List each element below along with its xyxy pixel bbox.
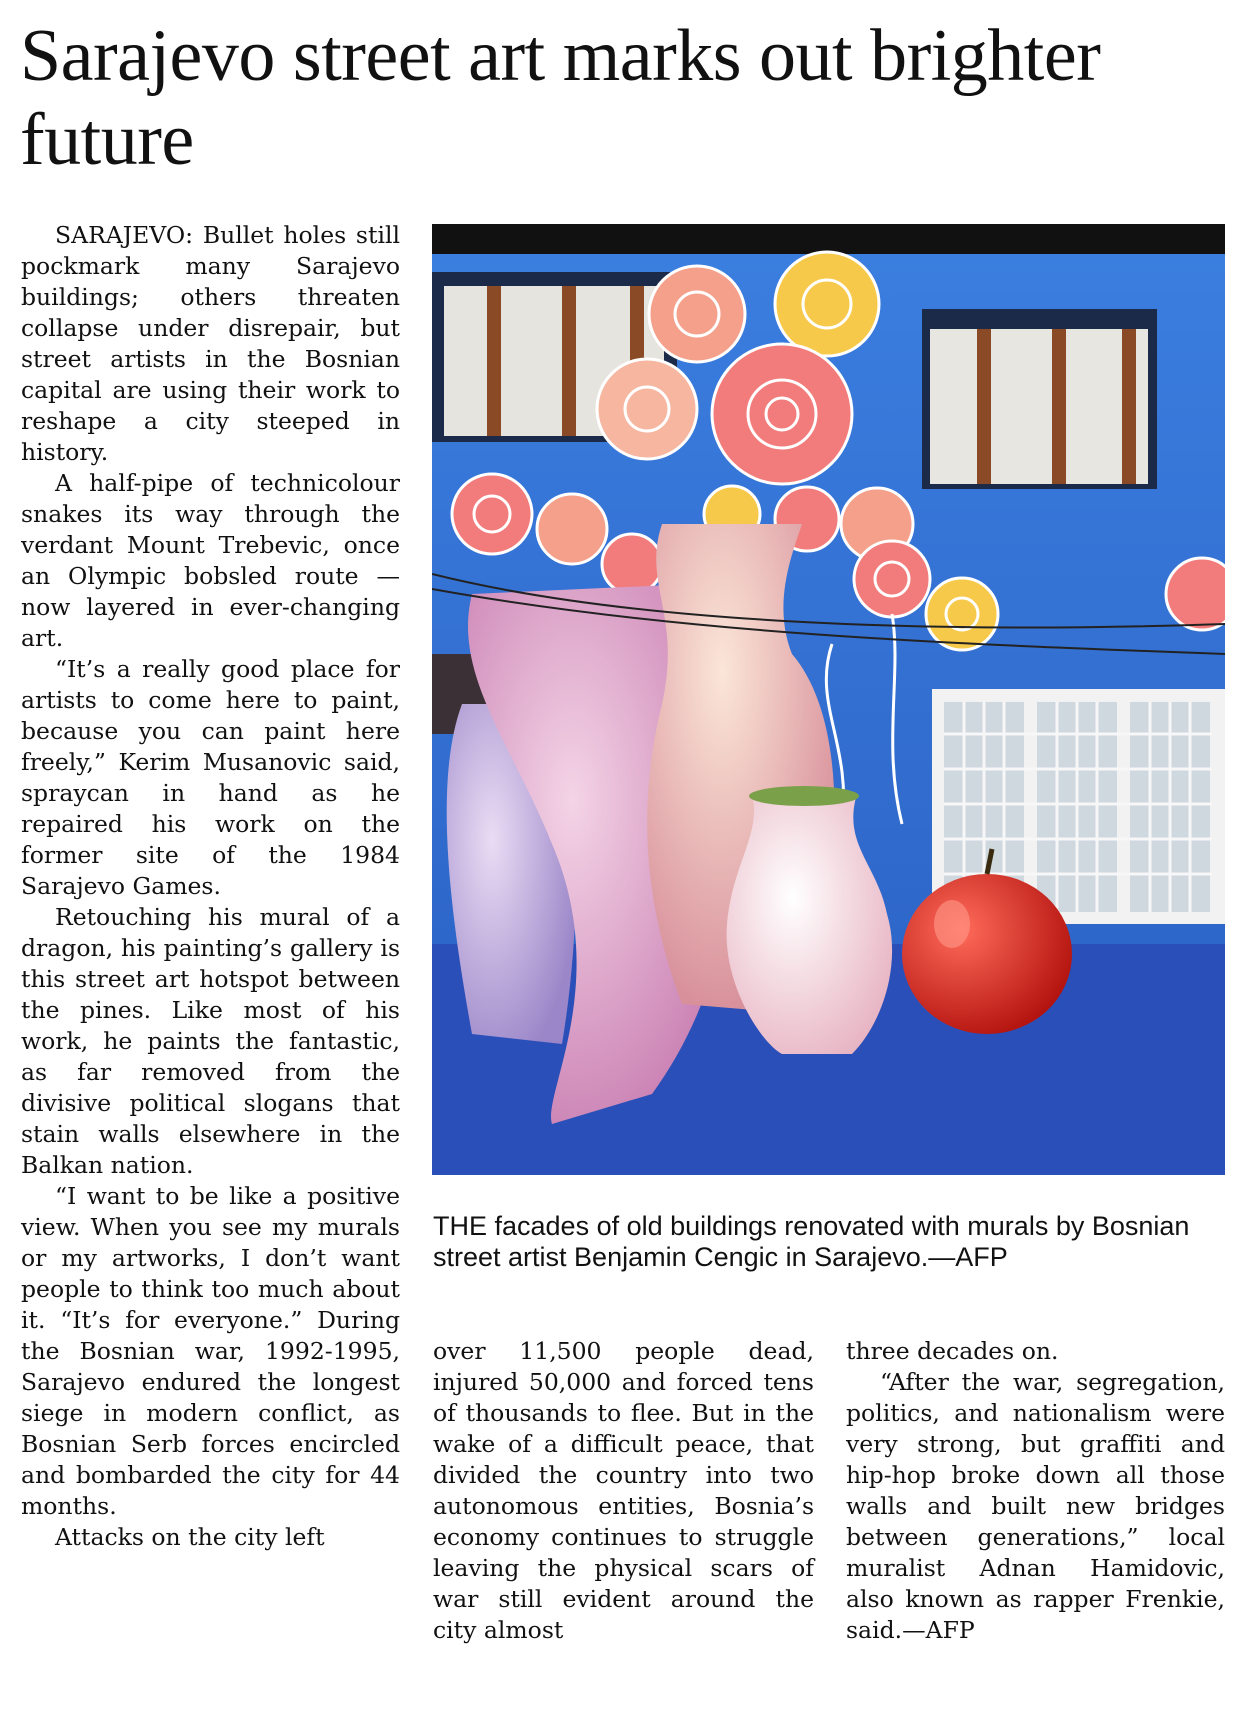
paragraph: “After the war, segregation, politics, and nationalism were very strong, but graffiti and hip-hop broke down all those walls and built new bridges between generations,” local muralist Adnan Hamidovic, also known as rapper Frenkie, said.—AFP <box>846 1368 1225 1644</box>
photo-caption: THE facades of old buildings renovated with murals by Bosnian street artist Benjamin Cengic in Sarajevo.—AFP <box>433 1211 1190 1272</box>
paragraph: Attacks on the city left <box>55 1523 325 1551</box>
window-top-right <box>922 309 1157 489</box>
paragraph: three decades on. <box>846 1337 1059 1365</box>
paragraph: “It’s a really good place for artists to come here to paint, because you can paint here freely,” Kerim Musanovic said, spraycan in hand as he repaired his work on the former site of the 1984 Sarajevo Games. <box>21 655 400 900</box>
paragraph: over 11,500 people dead, injured 50,000 and forced tens of thousands to flee. But in the wake of a difficult peace, that divided the country into two autonomous entities, Bosnia’s economy continues to struggle leaving the physical scars of war still evident around the city almost <box>433 1337 814 1644</box>
paragraph: “I want to be like a positive view. When you see my murals or my artworks, I don’t want people to think too much about it. “It’s for everyone.” During the Bosnian war, 1992-1995, Sarajevo endured the longest siege in modern conflict, as Bosnian Serb forces encircled and bombarded the city for 44 months. <box>21 1182 400 1520</box>
article-column-1 <box>21 220 400 1553</box>
headline: Sarajevo street art marks out brighter future <box>20 15 1101 181</box>
paragraph: SARAJEVO: Bullet holes still pockmark many Sarajevo buildings; others threaten collapse under disrepair, but street artists in the Bosnian capital are using their work to reshape a city steeped in history. <box>21 221 400 466</box>
paragraph: A half-pipe of technicolour snakes its way through the verdant Mount Trebevic, once an Olympic bobsled route — now layered in ever-changing art. <box>21 469 400 652</box>
article-column-2 <box>433 1336 814 1646</box>
mural-photo <box>432 224 1225 1175</box>
article-column-3 <box>846 1336 1225 1646</box>
apple <box>902 874 1072 1034</box>
paragraph: Retouching his mural of a dragon, his painting’s gallery is this street art hotspot between the pines. Like most of his work, he paints the fantastic, as far removed from the divisive political slogans that stain walls elsewhere in the Balkan nation. <box>21 903 400 1179</box>
